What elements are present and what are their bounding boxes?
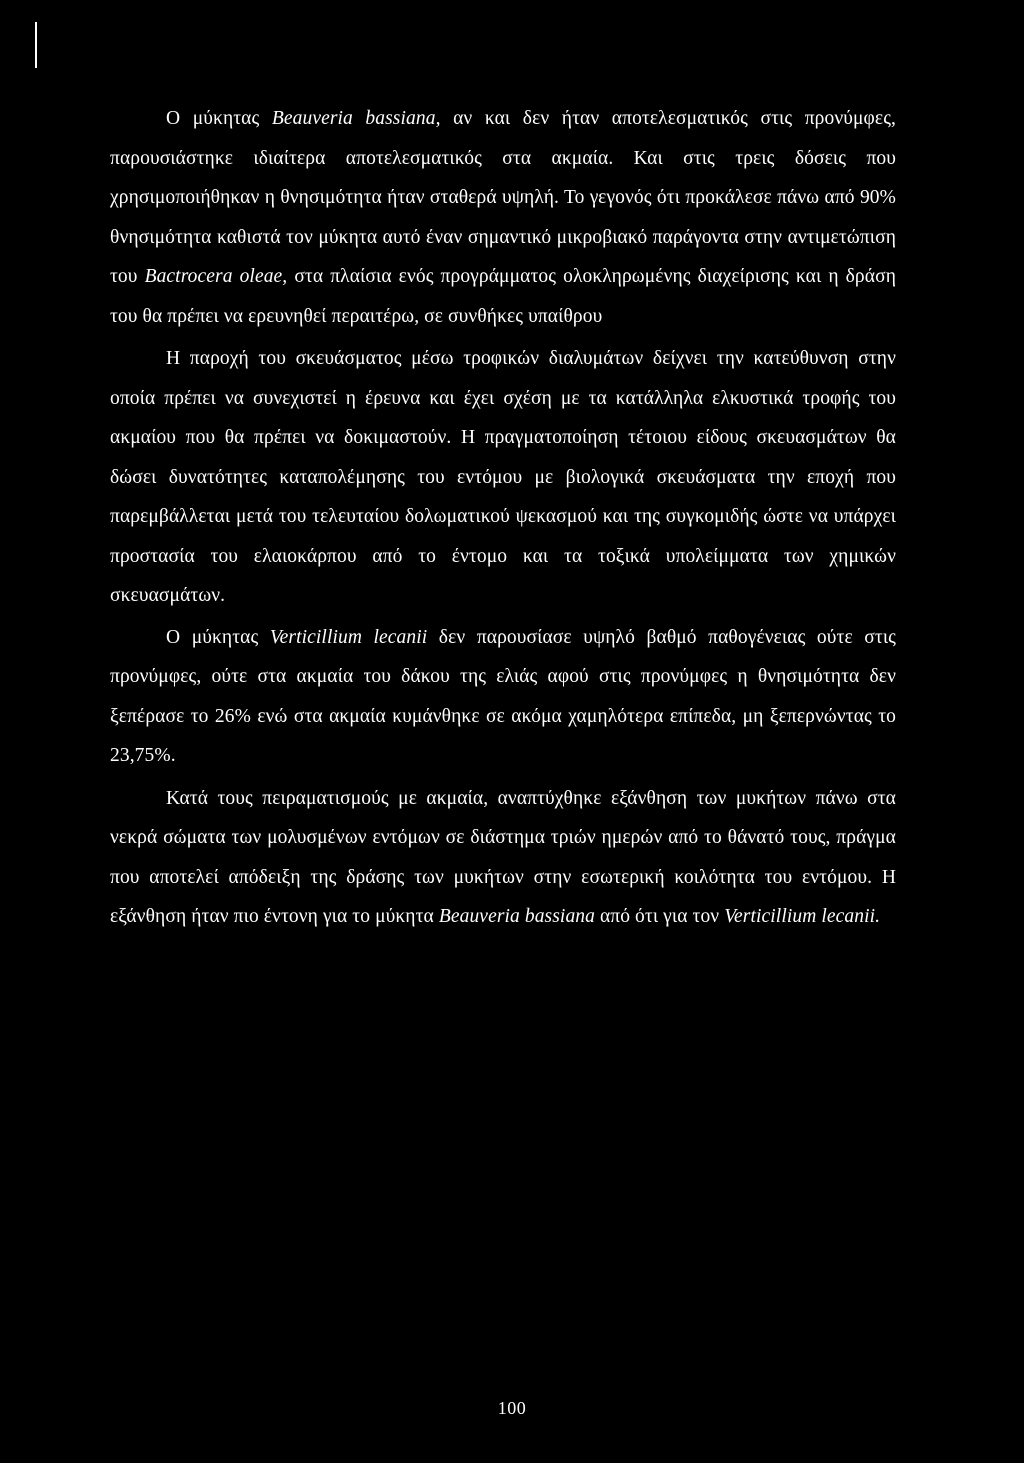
text-segment: από ότι για τον <box>595 906 725 927</box>
paragraph-food-solutions <box>110 339 896 616</box>
document-body <box>110 99 896 937</box>
species-name: Bactrocera oleae, <box>144 266 288 287</box>
species-name: Beauveria bassiana, <box>271 108 441 129</box>
species-name: Verticillium lecanii. <box>724 906 881 927</box>
text-segment: Ο μύκητας <box>166 626 270 648</box>
paragraph-verticillium-results <box>110 618 896 776</box>
paragraph-sporulation <box>110 779 896 937</box>
text-segment: δεν παρουσίασε υψηλό βαθμό παθογένειας ούτε στις προνύμφες, ούτε στα ακμαία του δάκου της ελιάς αφού στις προνύμφες η θνησιμότητα δεν ξεπέρασε το 26% ενώ στα ακμαία κυμάνθηκε σε ακόμα χαμηλότερα επίπεδα, μη ξεπερνώντας το 23,75%. <box>110 626 896 766</box>
text-segment: Ο μύκητας <box>166 108 272 129</box>
text-segment: αν και δεν ήταν αποτελεσματικός στις προνύμφες, παρουσιάστηκε ιδιαίτερα αποτελεσματικός στα ακμαία. Και στις τρεις δόσεις που χρησιμοποιήθηκαν η θνησιμότητα ήταν σταθερά υψηλή. Το γεγονός ότι προκάλεσε πάνω από 90% θνησιμότητα καθιστά τον μύκητα αυτό έναν σημαντικό μικροβιακό παράγοντα στην αντιμετώπιση του <box>110 108 896 287</box>
paragraph-beauveria-results <box>110 99 896 336</box>
text-segment: Κατά τους πειραματισμούς με ακμαία, αναπτύχθηκε εξάνθηση των μυκήτων πάνω στα νεκρά σώματα των μολυσμένων εντόμων σε διάστημα τριών ημερών από το θάνατό τους, πράγμα που αποτελεί απόδειξη της δράσης των μυκήτων στην εσωτερική κοιλότητα του εντόμου. Η εξάνθηση ήταν πιο έντονη για το μύκητα <box>110 787 896 927</box>
page-edge-mark <box>35 22 37 68</box>
page-number: 100 <box>497 1398 527 1418</box>
species-name: Verticillium lecanii <box>269 626 428 648</box>
species-name: Beauveria bassiana <box>438 906 595 927</box>
text-segment: στα πλαίσια ενός προγράμματος ολοκληρωμένης διαχείρισης και η δράση του θα πρέπει να ερευνηθεί περαιτέρω, σε συνθήκες υπαίθρου <box>110 266 896 327</box>
text-segment: Η παροχή του σκευάσματος μέσω τροφικών διαλυμάτων δείχνει την κατεύθυνση στην οποία πρέπει να συνεχιστεί η έρευνα και έχει σχέση με τα κατάλληλα ελκυστικά τροφής του ακμαίου που θα πρέπει να δοκιμαστούν. Η πραγματοποίηση τέτοιου είδους σκευασμάτων θα δώσει δυνατότητες καταπολέμησης του εντόμου με βιολογικά σκευάσματα την εποχή που παρεμβάλλεται μετά του τελευταίου δολωματικού ψεκασμού και της συγκομιδής ώστε να υπάρχει προστασία του ελαιοκάρπου από το έντομο και τα τοξικά υπολείμματα των χημικών σκευασμάτων. <box>110 348 896 606</box>
